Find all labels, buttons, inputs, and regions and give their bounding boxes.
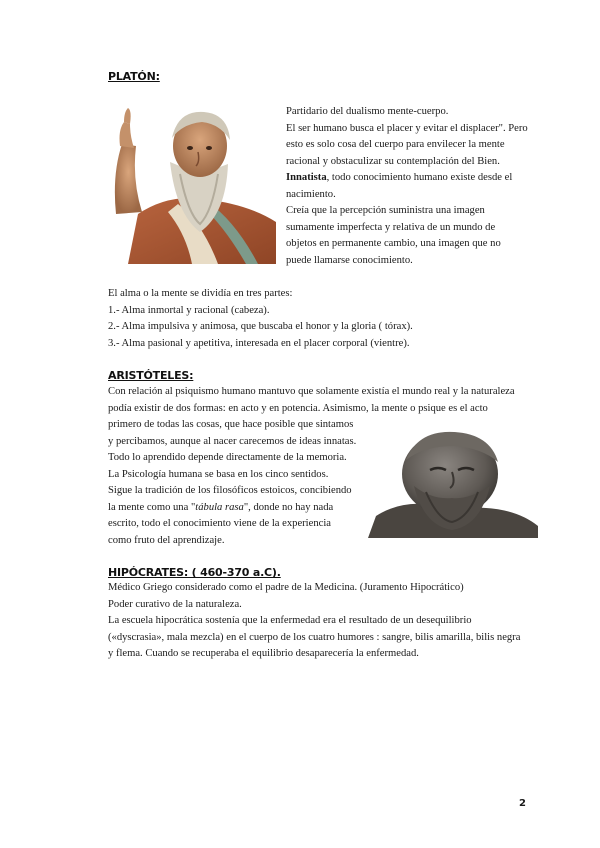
hippocrates-line: La escuela hipocrática sostenía que la enfermedad era el resultado de un desequilibrio bbox=[108, 615, 472, 626]
soul-parts bbox=[108, 286, 413, 352]
aristotle-line: escrito, todo el conocimiento viene de la experiencia bbox=[108, 518, 331, 529]
plato-line: esto es solo cosa del cuerpo para envilecer la mente bbox=[286, 139, 505, 150]
innatista-rest: , todo conocimiento humano existe desde el bbox=[326, 172, 513, 183]
aristotle-line: podía existir de dos formas: en acto y en potencia. Asimismo, la mente o psique es el acto bbox=[108, 402, 488, 414]
hippocrates-heading: HIPÓCRATES: ( 460-370 a.C). bbox=[108, 566, 281, 579]
soul-intro: El alma o la mente se dividía en tres partes: bbox=[108, 288, 293, 299]
tabula-post: ", donde no hay nada bbox=[243, 501, 334, 513]
plato-line-innatista bbox=[286, 170, 528, 187]
plato-heading: PLATÓN: bbox=[108, 70, 160, 83]
aristotle-line: como fruto del aprendizaje. bbox=[108, 534, 225, 546]
plato-line: El ser humano busca el placer y evitar el displacer". Pero bbox=[286, 122, 528, 134]
soul-part-item: 1.- Alma inmortal y racional (cabeza). bbox=[108, 304, 270, 316]
plato-line: puede llamarse conocimiento. bbox=[286, 254, 413, 266]
aristotle-line: Todo lo aprendido depende directamente de la memoria. bbox=[108, 452, 347, 463]
hippocrates-line: Médico Griego considerado como el padre de la Medicina. (Juramento Hipocrático) bbox=[108, 582, 464, 593]
hippocrates-line: («dyscrasia», mala mezcla) en el cuerpo de los cuatro humores : sangre, bilis amarilla, bilis negra bbox=[108, 631, 521, 643]
plato-description bbox=[286, 104, 528, 269]
plato-line: Partidario del dualismo mente-cuerpo. bbox=[286, 106, 449, 117]
plato-portrait bbox=[108, 104, 276, 264]
tabula-pre: la mente como una " bbox=[108, 501, 196, 513]
plato-line: racional y obstaculizar su contemplación del Bien. bbox=[286, 155, 500, 167]
hippocrates-description bbox=[108, 580, 520, 663]
soul-part-item: 2.- Alma impulsiva y animosa, que buscaba el honor y la gloria ( tórax). bbox=[108, 321, 413, 332]
aristotle-line: Sigue la tradición de los filosóficos estoicos, concibiendo bbox=[108, 485, 352, 496]
aristotle-line: y percibamos, aunque al nacer carecemos de ideas innatas. bbox=[108, 435, 357, 447]
page-number: 2 bbox=[519, 798, 526, 809]
plato-line: sumamente imperfecta y relativa de un mundo de bbox=[286, 221, 496, 233]
hippocrates-line: Poder curativo de la naturaleza. bbox=[108, 598, 242, 610]
aristotle-heading: ARISTÓTELES: bbox=[108, 369, 194, 382]
plato-line: Creía que la percepción suministra una imagen bbox=[286, 205, 485, 216]
aristotle-line: Con relación al psiquismo humano mantuvo que solamente existía el mundo real y la naturaleza bbox=[108, 386, 515, 397]
aristotle-line: La Psicología humana se basa en los cinco sentidos. bbox=[108, 468, 329, 480]
plato-line: nacimiento. bbox=[286, 188, 336, 200]
plato-line: objetos en permanente cambio, una imagen que no bbox=[286, 238, 501, 249]
tabula-rasa-term: tábula rasa bbox=[195, 501, 244, 513]
soul-part-item: 3.- Alma pasional y apetitiva, interesada en el placer corporal (vientre). bbox=[108, 337, 410, 349]
aristotle-line: primero de todas las cosas, que hace posible que sintamos bbox=[108, 419, 354, 430]
innatista-term: Innatista bbox=[286, 172, 327, 183]
aristotle-bust bbox=[368, 430, 538, 538]
hippocrates-line: y flema. Cuando se recuperaba el equilibrio desaparecería la enfermedad. bbox=[108, 648, 419, 659]
